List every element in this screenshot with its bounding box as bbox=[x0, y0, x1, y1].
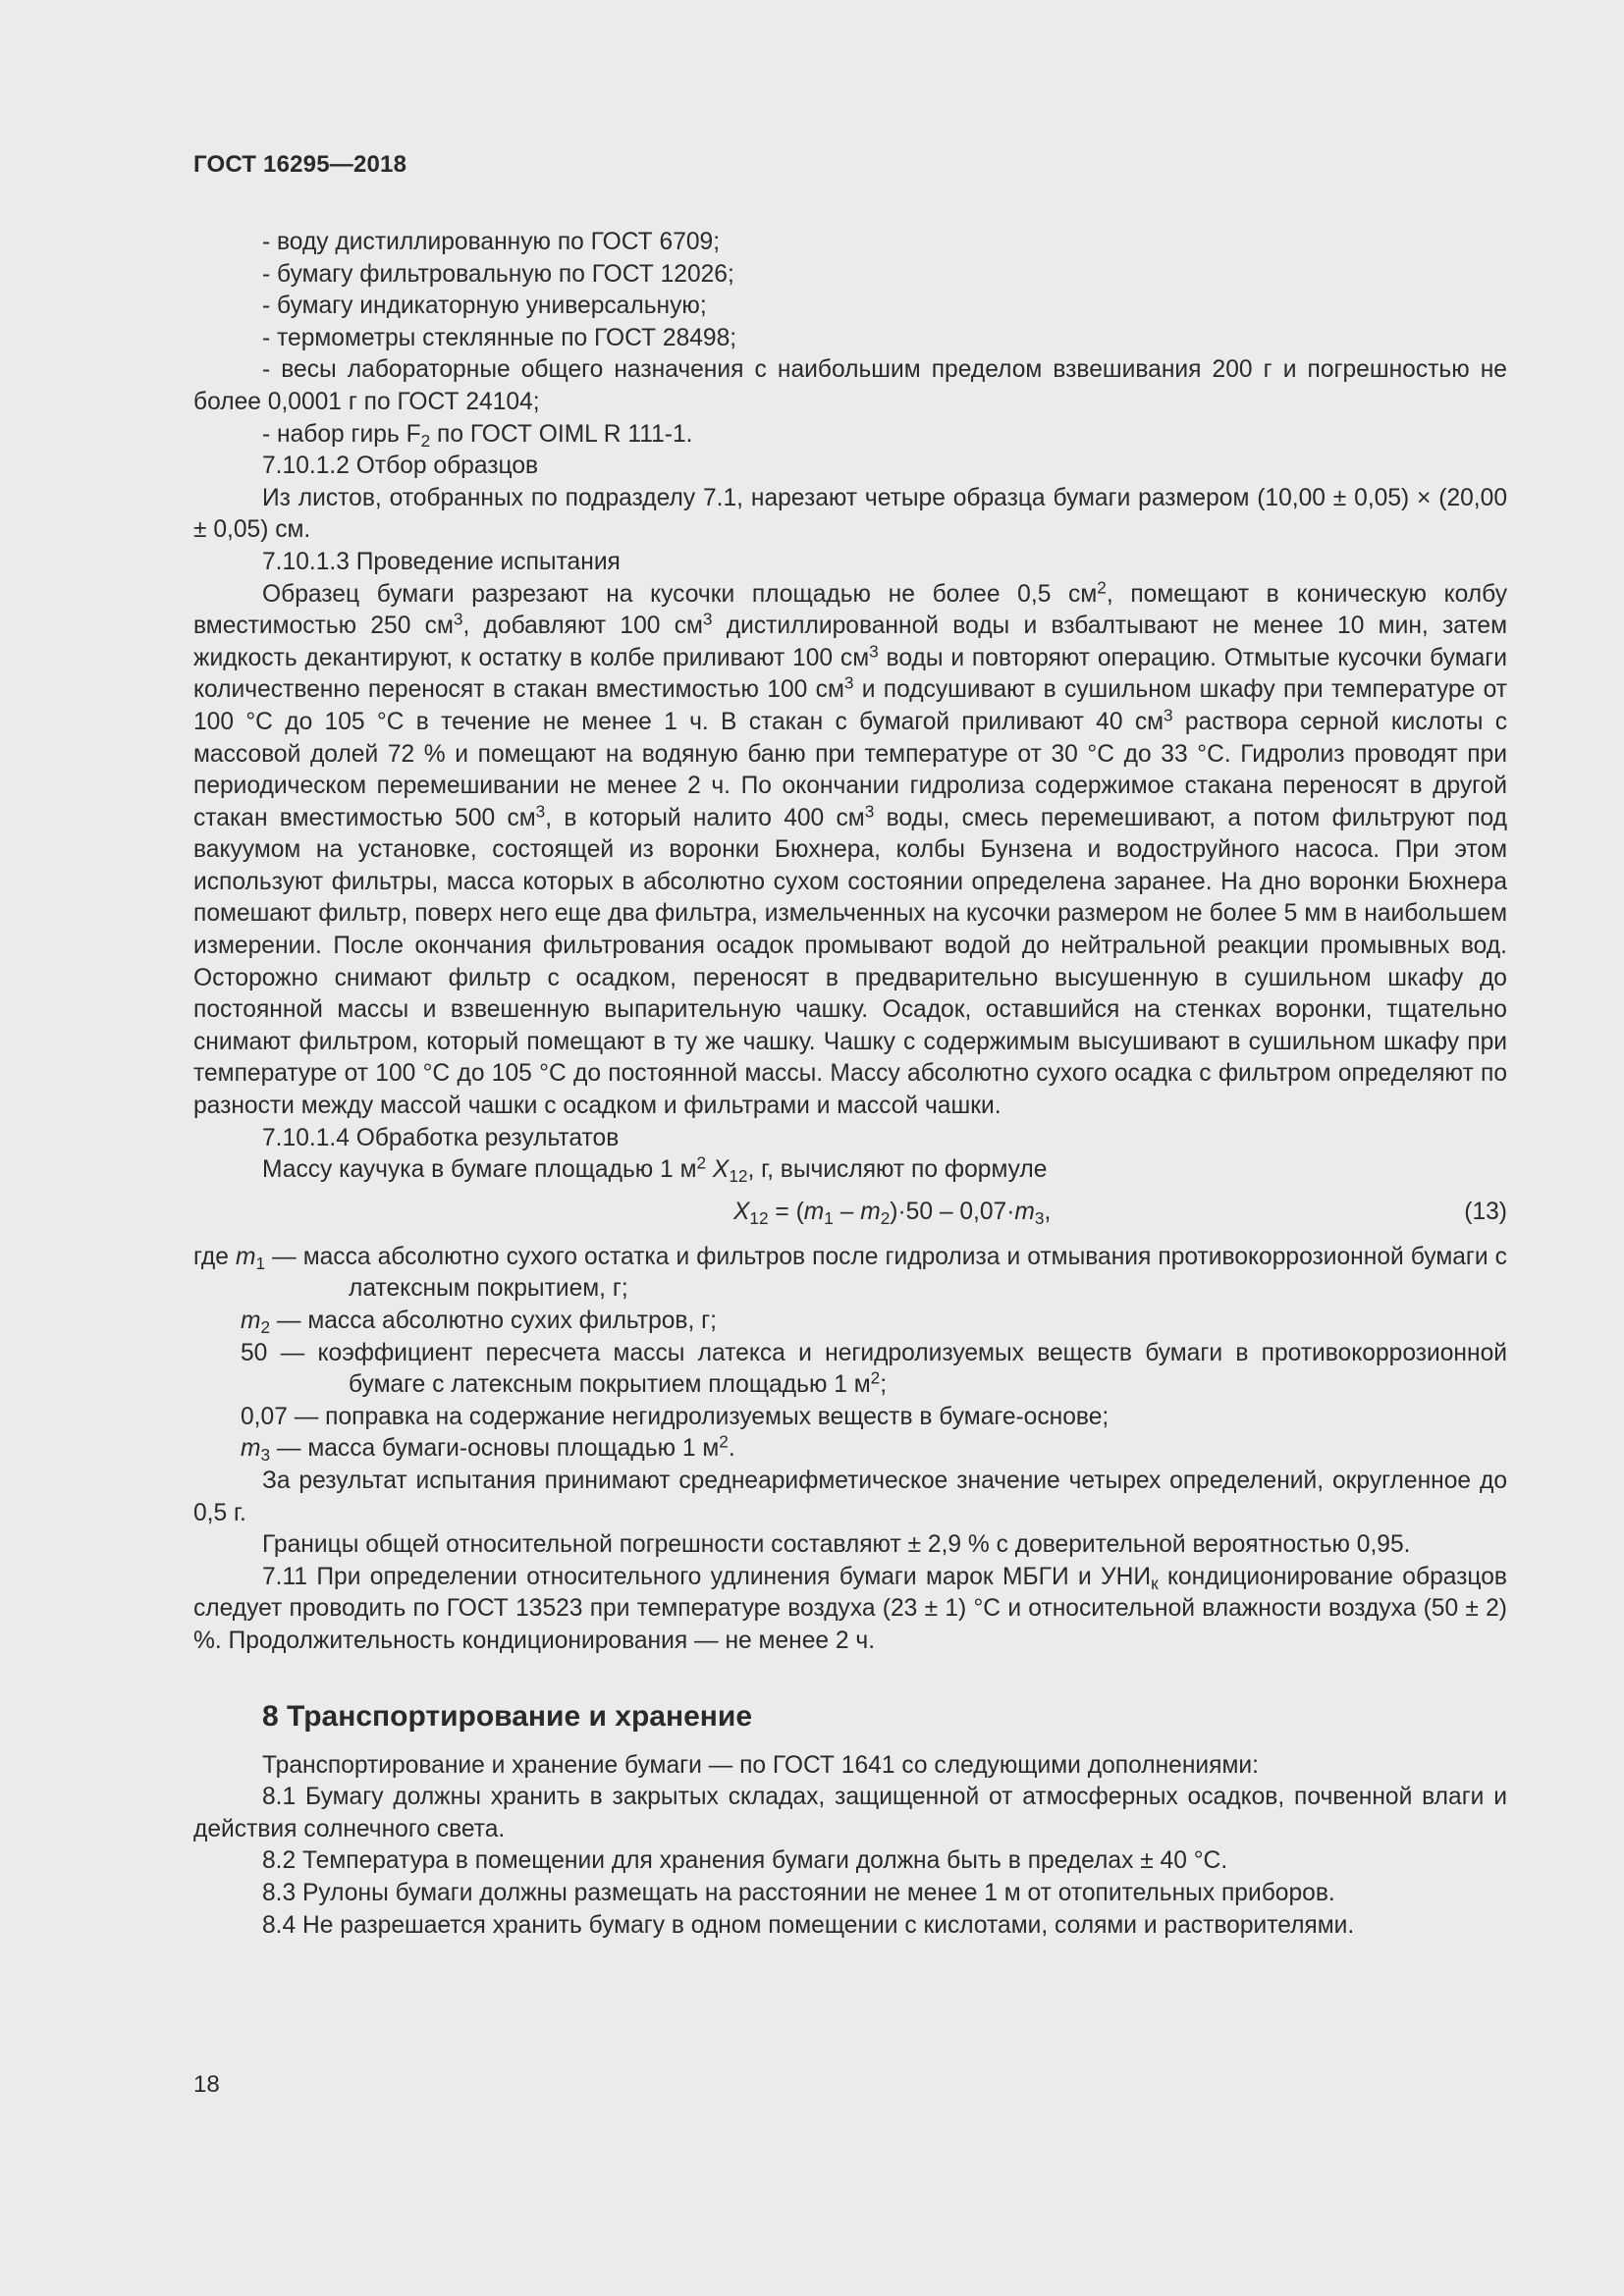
conclusion-paragraph: За результат испытания принимают среднеарифметическое значение четырех определений, округленное до 0,5 г. bbox=[193, 1467, 1507, 1526]
legend-007: 0,07 — поправка на содержание негидролизуемых веществ в бумаге-основе; bbox=[241, 1403, 1110, 1430]
list-item-weights: - набор гирь $F_2$ по ГОСТ OIML R 111-1. bbox=[262, 420, 693, 451]
legend-m1: где $m_1$ — масса абсолютно сухого остатка и фильтров после гидролиза и отмывания противокоррозионной бумаги с латексным покрытием, г; bbox=[193, 1243, 1507, 1303]
list-item: - весы лабораторные общего назначения с наибольшим пределом взвешивания 200 г и погрешностью не более 0,0001 г по ГОСТ 24104; bbox=[193, 356, 1507, 415]
formula-number: (13) bbox=[1464, 1198, 1507, 1225]
section-8-paragraph: Транспортирование и хранение бумаги — по ГОСТ 1641 со следующими дополнениями: bbox=[262, 1751, 1259, 1779]
results-intro: Массу каучука в бумаге площадью 1 $м^2$ $X_{12}$, г, вычисляют по формуле bbox=[262, 1152, 1048, 1187]
list-item: - воду дистиллированную по ГОСТ 6709; bbox=[262, 229, 721, 255]
legend-m3: $m_3$ — масса бумаги-основы площадью 1 $м^2$. bbox=[241, 1431, 735, 1466]
formula-13 bbox=[193, 1193, 1507, 1234]
document-body bbox=[193, 227, 1507, 1942]
page-number: 18 bbox=[193, 2071, 220, 2098]
list-item: - бумагу фильтровальную по ГОСТ 12026; bbox=[262, 260, 734, 288]
legend-m2: $m_2$ — масса абсолютно сухих фильтров, г; bbox=[241, 1308, 717, 1338]
section-8-paragraph: 8.2 Температура в помещении для хранения бумаги должна быть в пределах ± 40 °С. bbox=[262, 1847, 1228, 1875]
formula-legend bbox=[193, 1242, 1507, 1466]
conclusion-paragraph: Границы общей относительной погрешности составляют ± 2,9 % с доверительной вероятностью 0,95. bbox=[262, 1531, 1411, 1559]
procedure-heading: 7.10.1.3 Проведение испытания bbox=[262, 548, 621, 575]
section-8-paragraph: 8.1 Бумагу должны хранить в закрытых складах, защищенной от атмосферных осадков, почвенной влаги и действия солнечного света. bbox=[193, 1784, 1507, 1842]
paragraph-7-11: 7.11 При определении относительного удлинения бумаги марок МБГИ и $УНИ_к$ кондиционирование образцов следует проводить по ГОСТ 13523 при температуре воздуха (23 ± 1) °С и относительной влажности воздуха (50 ± 2) %. Продолжительность кондиционирования — не менее 2 ч. bbox=[193, 1563, 1507, 1654]
list-item: - бумагу индикаторную универсальную; bbox=[262, 293, 707, 320]
section-8-paragraph: 8.4 Не разрешается хранить бумагу в одном помещении с кислотами, солями и растворителями. bbox=[262, 1911, 1355, 1939]
legend-50: 50 — коэффициент пересчета массы латекса и негидролизуемых веществ бумаги в противокоррозионной бумаге с латексным покрытием площадью 1 $м^2$; bbox=[241, 1339, 1507, 1399]
sampling-heading: 7.10.1.2 Отбор образцов bbox=[262, 453, 539, 480]
document-page bbox=[193, 0, 1507, 2296]
sampling-text: Из листов, отобранных по подразделу 7.1, нарезают четыре образца бумаги размером (10,00 ± 0,05) × (20,00 ± 0,05) см. bbox=[193, 484, 1507, 544]
procedure-text: Образец бумаги разрезают на кусочки площадью не более 0,5 $см^2$, помещают в коническую колбу вместимостью 250 $см^3$, добавляют 100 $см^3$ дистиллированной воды и взбалтывают не менее 10 мин, затем жидкость декантируют, к остатку в колбе приливают 100 $см^3$ воды и повторяют операцию. Отмытые кусочки бумаги количественно переносят в стакан вместимостью 100 $см^3$ и подсушивают в сушильном шкафу при температуре от 100 °С до 105 °С в течение не менее 1 ч. В стакан с бумагой приливают 40 $см^3$ раствора серной кислоты с массовой долей 72 % и помещают на водяную баню при температуре от 30 °С до 33 °С. Гидролиз проводят при периодическом перемешивании не менее 2 ч. По окончании гидролиза содержимое стакана переносят в другой стакан вместимостью 500 $см^3$, в который налито 400 $см^3$ воды, смесь перемешивают, а потом фильтруют под вакуумом на установке, состоящей из воронки Бюхнера, колбы Бунзена и водоструйного насоса. При этом используют фильтры, масса которых в абсолютно сухом состоянии определена заранее. На дно воронки Бюхнера помешают фильтр, поверх него еще два фильтра, измельченных на кусочки размером не более 5 мм в наибольшем измерении. После окончания фильтрования осадок промывают водой до нейтральной реакции промывных вод. Осторожно снимают фильтр с осадком, переносят в предварительно высушенную в сушильном шкафу до постоянной массы и взвешенную выпарительную чашку. Осадок, оставшийся на стенках воронки, тщательно снимают фильтром, который помещают в ту же чашку. Чашку с содержимым высушивают в сушильном шкафу при температуре от 100 °С до 105 °С до постоянной массы. Массу абсолютно сухого осадка с фильтром определяют по разности между массой чашки с осадком и фильтрами и массой чашки. bbox=[193, 576, 1508, 1120]
section-8-paragraph: 8.3 Рулоны бумаги должны размещать на расстоянии не менее 1 м от отопительных приборов. bbox=[262, 1879, 1335, 1906]
results-heading: 7.10.1.4 Обработка результатов bbox=[262, 1124, 620, 1151]
formula-expression: $X_{12} = (m_1 - m_2)\cdot 50 - 0,07\cdot m_3$, bbox=[733, 1198, 1052, 1228]
section-8-heading: 8 Транспортирование и хранение bbox=[262, 1699, 753, 1733]
standard-header: ГОСТ 16295—2018 bbox=[193, 151, 407, 178]
list-item: - термометры стеклянные по ГОСТ 28498; bbox=[262, 324, 737, 351]
